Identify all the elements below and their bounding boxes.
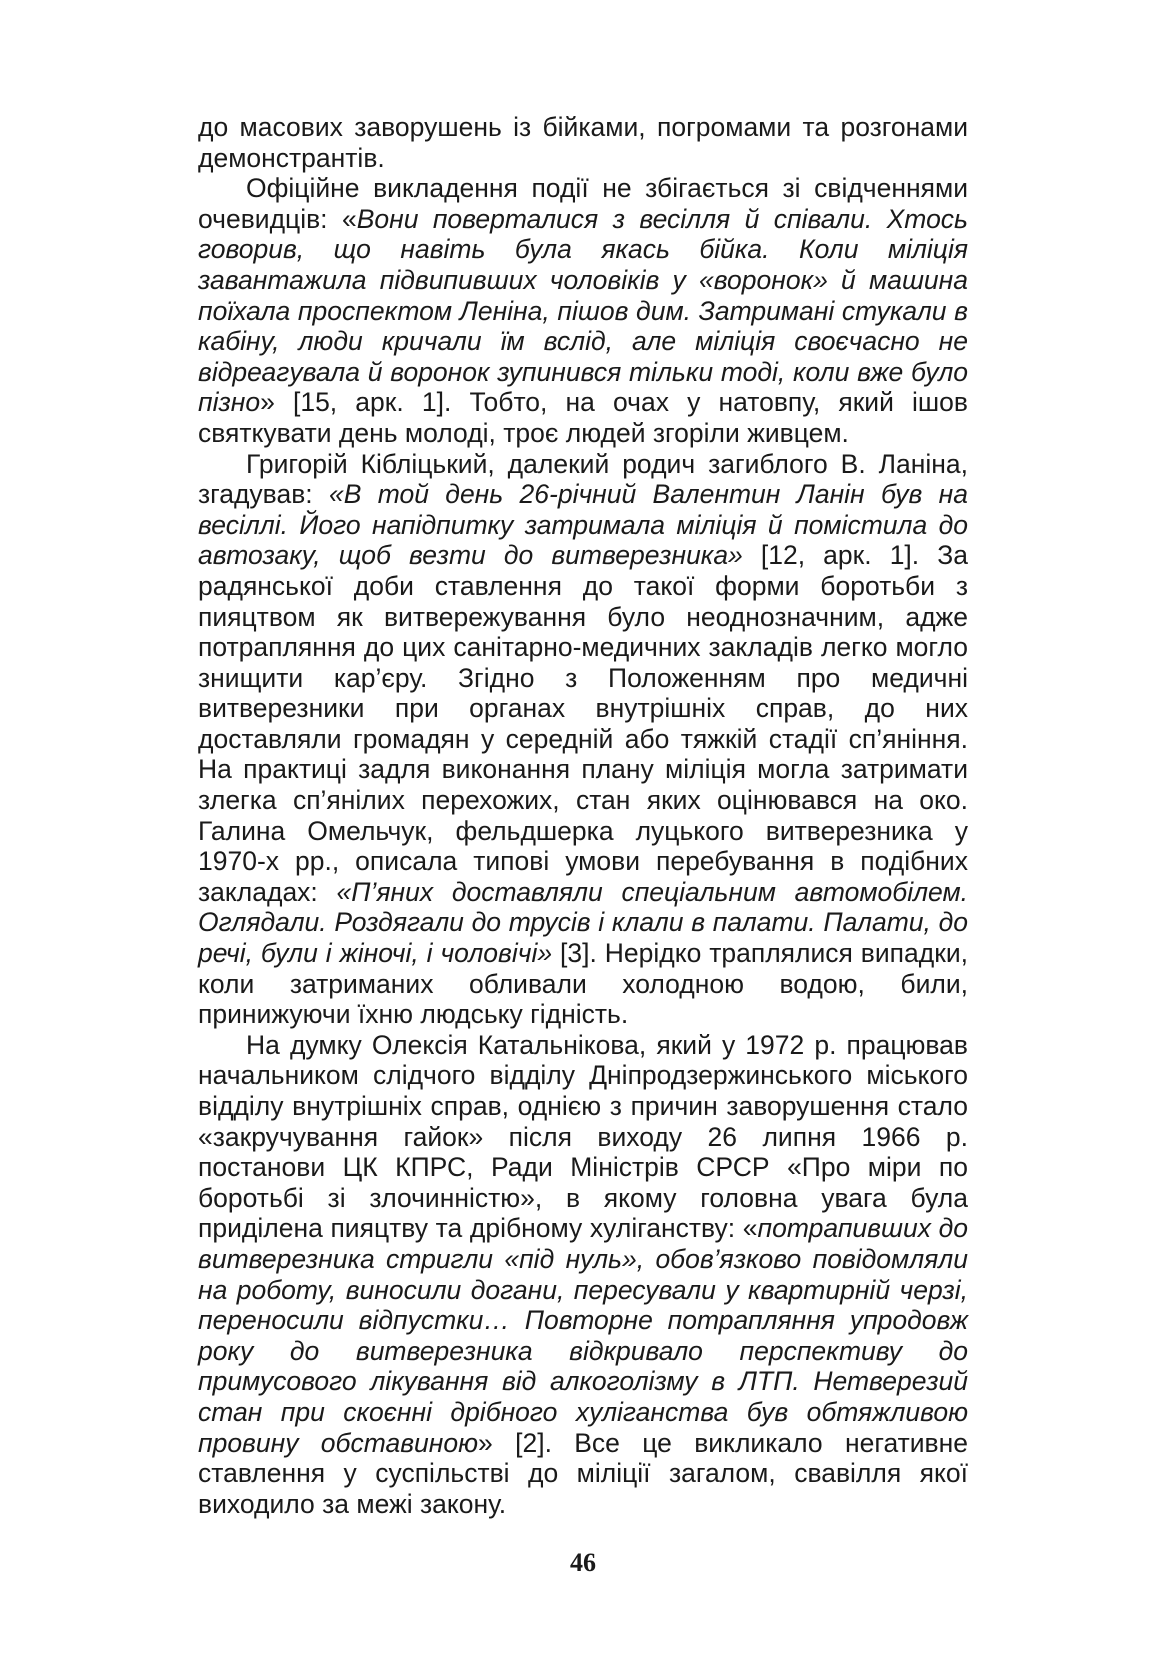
paragraph	[198, 1030, 968, 1520]
paragraph	[198, 449, 968, 1030]
text-run: до масових заворушень із бійками, погромами та розгонами демонстрантів.	[198, 112, 968, 173]
text-run: » [2]. Все це викликало негативне ставлення у суспільстві до міліції загалом, свавілля якої виходило за межі закону.	[198, 1427, 968, 1519]
text-run: [3]. Нерідко траплялися випадки, коли затриманих обливали холодною водою, били, принижуючи їхню людську гідність.	[198, 938, 968, 1030]
quote-italic: «В той день 26-річний Валентин Ланін був на весіллі. Його напідпитку затримала міліція й помістила до автозаку, щоб везти до витверезника»	[198, 479, 968, 571]
text-run: » [15, арк. 1]. Тобто, на очах у натовпу, який ішов святкувати день молоді, троє людей згоріли живцем.	[198, 387, 968, 448]
text-run: Григорій Кібліцький, далекий родич загиблого В. Ланіна, згадував:	[198, 448, 968, 510]
paragraph	[198, 112, 968, 173]
body-text	[198, 112, 968, 1519]
text-run: [12, арк. 1]. За радянської доби ставлення до такої форми боротьби з пияцтвом як витвережування було неоднозначним, адже потрапляння до цих санітарно-медичних закладів легко могло знищити кар’єру. Згідно з Положенням про медичні витверезники при органах внутрішніх справ, до них доставляли громадян у середній або тяжкій стадії сп’яніння. На практиці задля виконання плану міліція могла затримати злегка сп’янілих перехожих, стан яких оцінювався на око. Галина Омельчук, фельдшерка луцького витверезника у 1970-х рр., описала типові умови перебування в подібних закладах:	[198, 540, 968, 907]
quote-italic: Вони поверталися з весілля й співали. Хтось говорив, що навіть була якась бійка. Коли міліція завантажила підвипивших чоловіків у «воронок» й машина поїхала проспектом Леніна, пішов дим. Затримані стукали в кабіну, люди кричали їм вслід, але міліція своєчасно не відреагувала й воронок зупинився тільки тоді, коли вже було пізно	[198, 203, 968, 418]
paragraph	[198, 173, 968, 448]
text-run: На думку Олексія Катальнікова, який у 1972 р. працював начальником слідчого відділу Дніпродзержинського міського відділу внутрішніх справ, однією з причин заворушення стало «закручування гайок» після виходу 26 липня 1966 р. постанови ЦК КПРС, Ради Міністрів СРСР «Про міри по боротьбі зі злочинністю», в якому головна увага була приділена пияцтву та дрібному хуліганству: «	[198, 1029, 968, 1244]
page-number: 46	[570, 1548, 596, 1577]
quote-italic: «П’яних доставляли спеціальним автомобілем. Оглядали. Роздягали до трусів і клали в палати. Палати, до речі, були і жіночі, і чоловічі»	[198, 876, 968, 969]
quote-italic: потрапивших до витверезника стригли «під нуль», обов’язково повідомляли на роботу, виносили догани, пересували у квартирній черзі, переносили відпустки… Повторне потрапляння упродовж року до витверезника відкривало перспективу до примусового лікування від алкоголізму в ЛТП. Нетверезий стан при скоєнні дрібного хуліганства був обтяжливою провину обставиною	[198, 1213, 968, 1458]
text-run: Офіційне викладення події не збігається зі свідченнями очевидців: «	[198, 173, 968, 234]
